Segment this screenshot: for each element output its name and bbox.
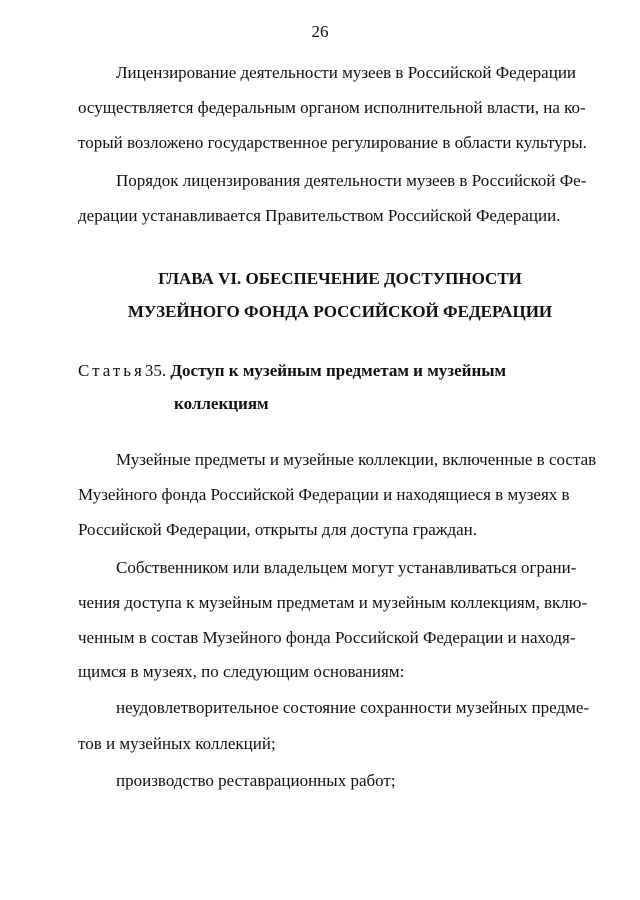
paragraph-3-line-2: Музейного фонда Российской Федерации и находящиеся в музеях в (78, 485, 570, 504)
article-heading (78, 360, 506, 382)
paragraph-3-line-3: Российской Федерации, открыты для доступа граждан. (78, 520, 478, 539)
paragraph-5-line-1: неудовлетворительное состояние сохранности музейных предме- (116, 698, 590, 717)
paragraph-1-line-3: торый возложено государственное регулирование в области культуры. (78, 133, 587, 152)
paragraph-1-line-1: Лицензирование деятельности музеев в Российской Федерации (116, 63, 577, 82)
article-title-line-1: Доступ к музейным предметам и музейным (170, 361, 507, 380)
paragraph-2-line-1: Порядок лицензирования деятельности музеев в Российской Фе- (116, 171, 587, 190)
page-number: 26 (311, 22, 329, 41)
paragraph-4-line-2: чения доступа к музейным предметам и музейным коллекциям, вклю- (78, 593, 588, 612)
chapter-heading-line-2: МУЗЕЙНОГО ФОНДА РОССИЙСКОЙ ФЕДЕРАЦИИ (127, 302, 553, 321)
paragraph-5-line-2: тов и музейных коллекций; (78, 734, 276, 753)
paragraph-1-line-2: осуществляется федеральным органом исполнительной власти, на ко- (78, 98, 586, 117)
paragraph-3-line-1: Музейные предметы и музейные коллекции, включенные в состав (116, 450, 597, 469)
paragraph-4-line-3: ченным в состав Музейного фонда Российской Федерации и находя- (78, 628, 576, 647)
article-number: 35. (144, 361, 167, 380)
paragraph-4-line-4: щимся в музеях, по следующим основаниям: (78, 662, 405, 681)
article-label: Статья (78, 361, 145, 380)
paragraph-4-line-1: Собственником или владельцем могут устанавливаться ограни- (116, 558, 577, 577)
paragraph-6-line-1: производство реставрационных работ; (116, 771, 396, 790)
chapter-heading-line-1: ГЛАВА VI. ОБЕСПЕЧЕНИЕ ДОСТУПНОСТИ (158, 269, 522, 288)
article-title-line-2: коллекциям (174, 394, 269, 413)
paragraph-2-line-2: дерации устанавливается Правительством Российской Федерации. (78, 206, 561, 225)
